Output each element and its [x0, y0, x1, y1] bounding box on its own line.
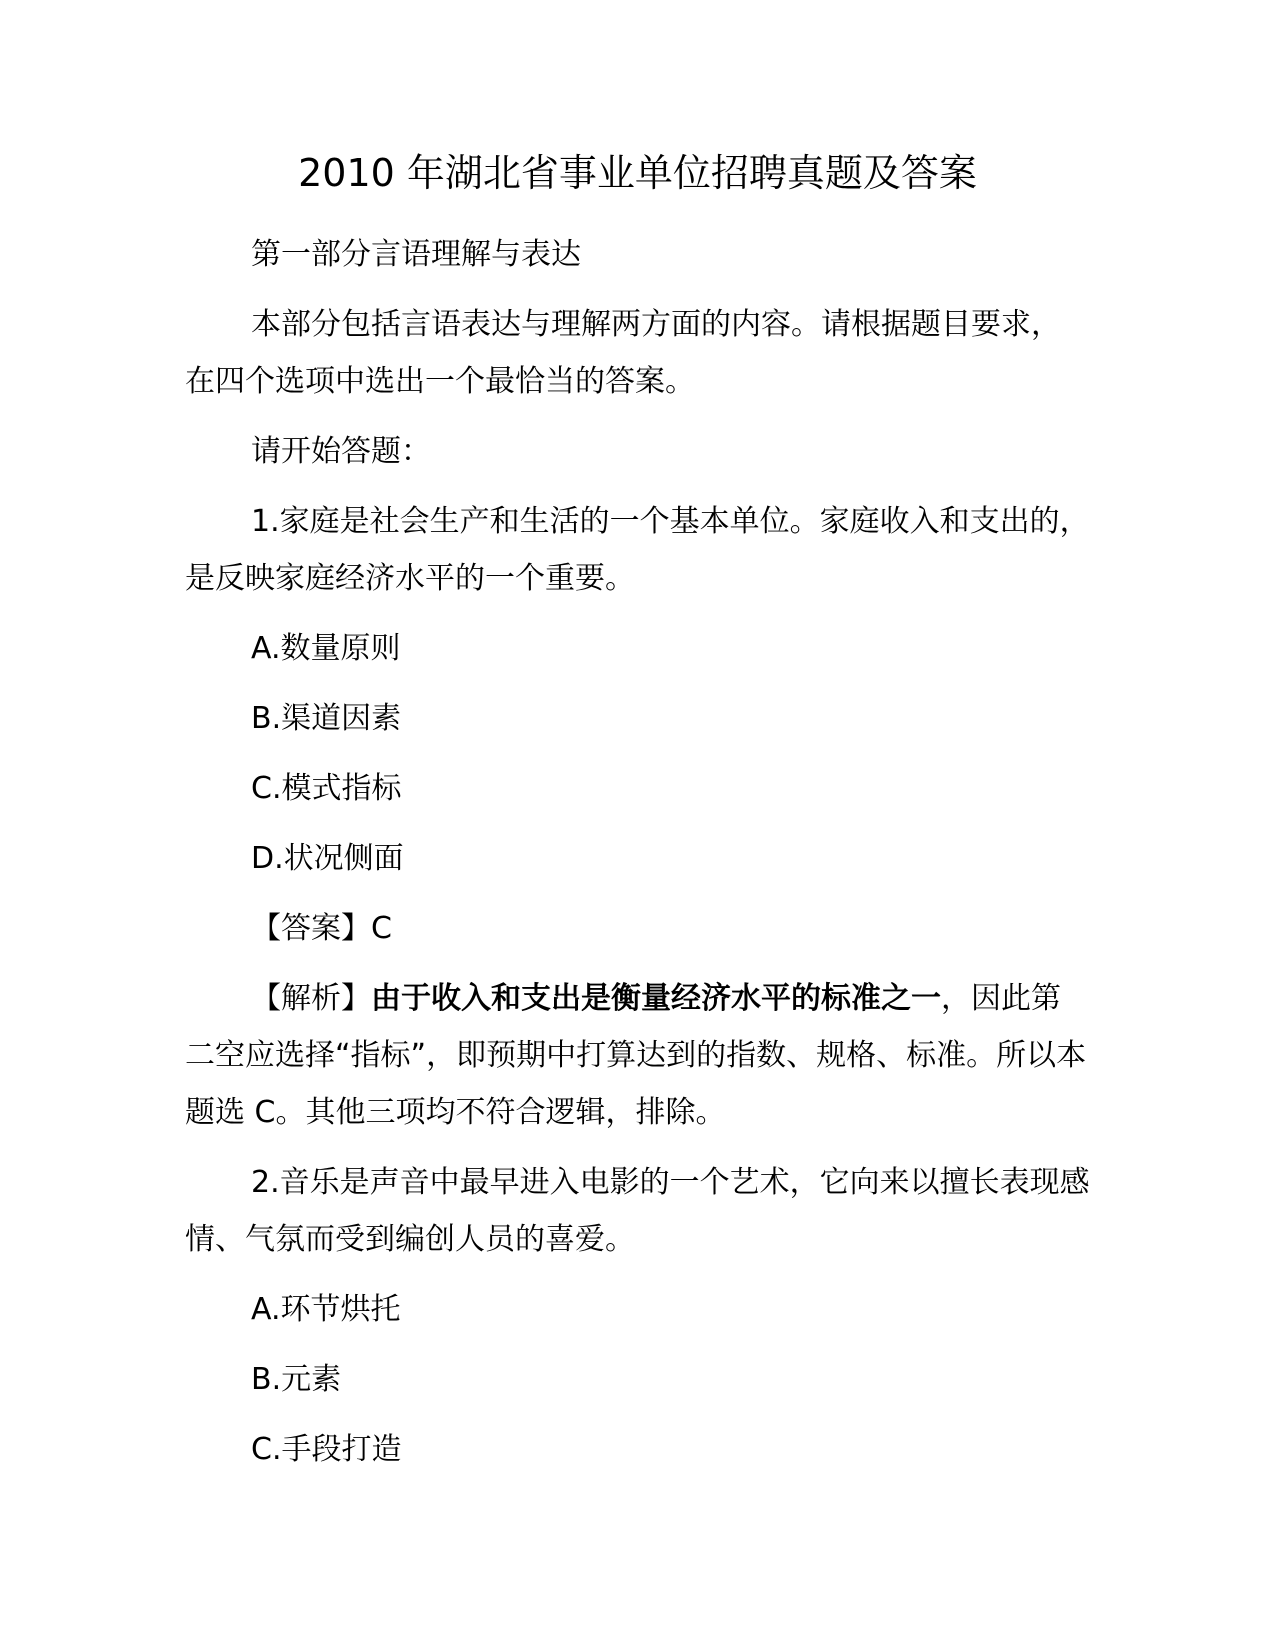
- question-2-option-a: A.环节烘托: [251, 1292, 401, 1327]
- question-2-stem: 2.音乐是声音中最早进入电影的一个艺术，它向来以擅长表现感情、气氛而受到编创人员的喜爱。: [185, 1165, 1090, 1257]
- analysis-label: 【解析】: [251, 981, 371, 1016]
- question-1-answer: [185, 900, 1090, 970]
- section-heading: 第一部分言语理解与表达: [251, 237, 581, 272]
- question-1-option-d: D.状况侧面: [251, 841, 404, 876]
- start-instruction: 请开始答题：: [251, 434, 431, 469]
- question-1-option-c: C.模式指标: [251, 771, 402, 806]
- answer-label: 【答案】: [251, 911, 371, 946]
- document-title: 2010 年湖北省事业单位招聘真题及答案: [298, 151, 977, 195]
- question-2-option-b: B.元素: [251, 1362, 342, 1397]
- question-1-option-b: B.渠道因素: [251, 701, 402, 736]
- question-1-option-a: A.数量原则: [251, 631, 401, 666]
- question-1-stem: 1.家庭是社会生产和生活的一个基本单位。家庭收入和支出的，是反映家庭经济水平的一个重要。: [185, 504, 1090, 596]
- document-body: [185, 226, 1090, 1491]
- answer-value: C: [371, 911, 392, 946]
- analysis-bold-text: 由于收入和支出是衡量经济水平的标准之一: [371, 981, 941, 1016]
- section-intro: 本部分包括言语表达与理解两方面的内容。请根据题目要求，在四个选项中选出一个最恰当的答案。: [185, 307, 1061, 399]
- question-2-option-c: C.手段打造: [251, 1432, 402, 1467]
- question-1-analysis: [185, 970, 1090, 1154]
- analysis-text: ，因此第二空应选择“指标”，即预期中打算达到的指数、规格、标准。所以本题选 C。其他三项均不符合逻辑，排除。: [185, 981, 1087, 1130]
